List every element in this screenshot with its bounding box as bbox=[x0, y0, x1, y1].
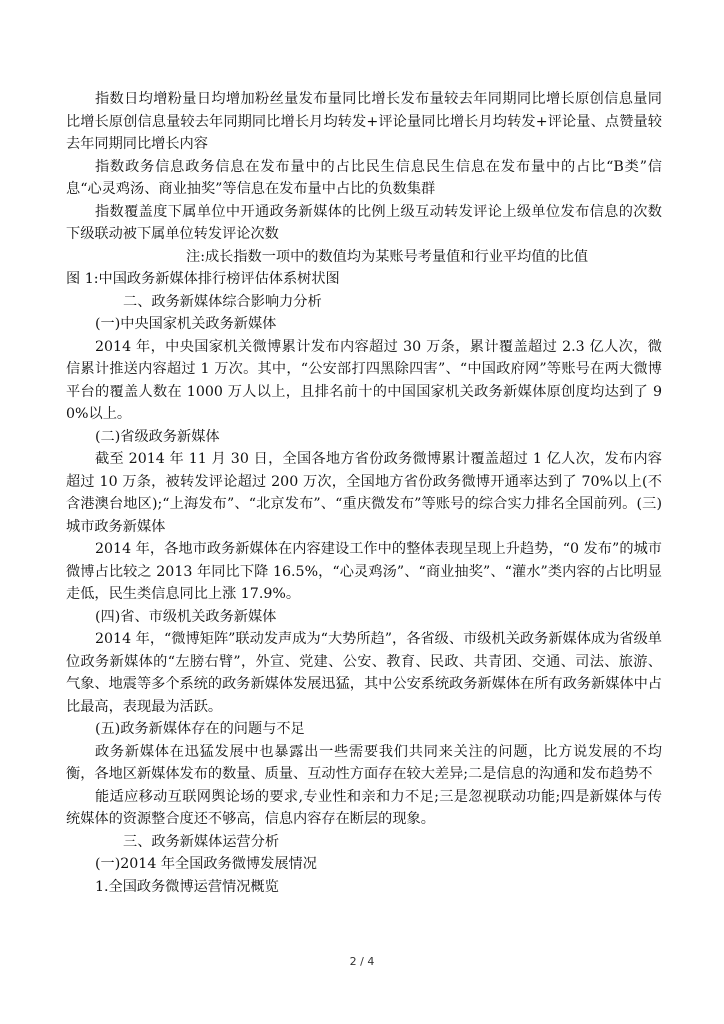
subsection-heading-2014: (一)2014 年全国政务微博发展情况 bbox=[95, 856, 317, 872]
subsection-heading-2: (二)省级政务新媒体 bbox=[95, 428, 220, 445]
subsection-heading-overview: 1.全国政务微博运营情况概览 bbox=[95, 878, 279, 895]
paragraph-growth-index: 指数日均增粉量日均增加粉丝量发布量同比增长发布量较去年同期同比增长原创信息量同比增长原创信息量较去年同期同比增长月均转发+评论量同比增长月均转发+评论量、点赞量较去年同期同比增长内容 bbox=[66, 91, 662, 152]
paragraph-central-agencies: 2014 年，中央国家机关微博累计发布内容超过 30 万条，累计覆盖超过 2.3 亿人次，微信累计推送内容超过 1 万次。其中，“公安部打四黑除四害”、“中国政府网”等账号在两大微博平台的覆盖人数在 1000 万人以上，且排名前十的中国国家机关政务新媒体原创度均达到了 90%以上。 bbox=[66, 338, 662, 422]
subsection-heading-1: (一)中央国家机关政务新媒体 bbox=[95, 316, 277, 332]
paragraph-city: 2014 年，各地市政务新媒体在内容建设工作中的整体表现呈现上升趋势，“0 发布”的城市微博占比较之 2013 年同比下降 16.5%，“心灵鸡汤”、“商业抽奖”、“灌水”类内容的占比明显走低，民生类信息同比上涨 17.9%。 bbox=[66, 541, 662, 602]
paragraph-provincial: 截至 2014 年 11 月 30 日，全国各地方省份政务微博累计覆盖超过 1 亿人次，发布内容超过 10 万条，被转发评论超过 200 万次，全国地方省份政务微博开通率达到了 70%以上(不含港澳台地区);“上海发布”、“北京发布”、“重庆微发布”等账号的综合实力排名全国前列。(三)城市政务新媒体 bbox=[66, 451, 662, 535]
paragraph-matrix: 2014 年，“微博矩阵”联动发声成为“大势所趋”，各省级、市级机关政务新媒体成为省级单位政务新媒体的“左膀右臂”，外宣、党建、公安、教育、民政、共青团、交通、司法、旅游、气象、地震等多个系统的政务新媒体发展迅猛，其中公安系统政务新媒体在所有政务新媒体中占比最高，表现最为活跃。 bbox=[66, 631, 662, 715]
section-heading-3: 三、政务新媒体运营分析 bbox=[123, 833, 280, 850]
paragraph-coverage-index: 指数覆盖度下属单位中开通政务新媒体的比例上级互动转发评论上级单位发布信息的次数下级联动被下属单位转发评论次数 bbox=[66, 203, 662, 242]
figure-caption: 图 1:中国政务新媒体排行榜评估体系树状图 bbox=[66, 271, 340, 287]
paragraph-content-index: 指数政务信息政务信息在发布量中的占比民生信息民生信息在发布量中的占比“B类”信息“心灵鸡汤、商业抽奖”等信息在发布量中占比的负数集群 bbox=[66, 158, 662, 197]
document-body bbox=[66, 88, 662, 898]
paragraph-problems-continued: 能适应移动互联网舆论场的要求,专业性和亲和力不足;三是忽视联动功能;四是新媒体与传统媒体的资源整合度还不够高，信息内容存在断层的现象。 bbox=[66, 788, 662, 827]
subsection-heading-5: (五)政务新媒体存在的问题与不足 bbox=[95, 721, 305, 737]
note-line: 注:成长指数一项中的数值均为某账号考量值和行业平均值的比值 bbox=[186, 248, 589, 265]
subsection-heading-4: (四)省、市级机关政务新媒体 bbox=[95, 608, 277, 625]
section-heading-2: 二、政务新媒体综合影响力分析 bbox=[123, 293, 322, 310]
paragraph-problems: 政务新媒体在迅猛发展中也暴露出一些需要我们共同来关注的问题，比方说发展的不均衡，各地区新媒体发布的数量、质量、互动性方面存在较大差异;二是信息的沟通和发布趋势不 bbox=[66, 743, 662, 782]
page-number: 2 / 4 bbox=[349, 955, 375, 968]
